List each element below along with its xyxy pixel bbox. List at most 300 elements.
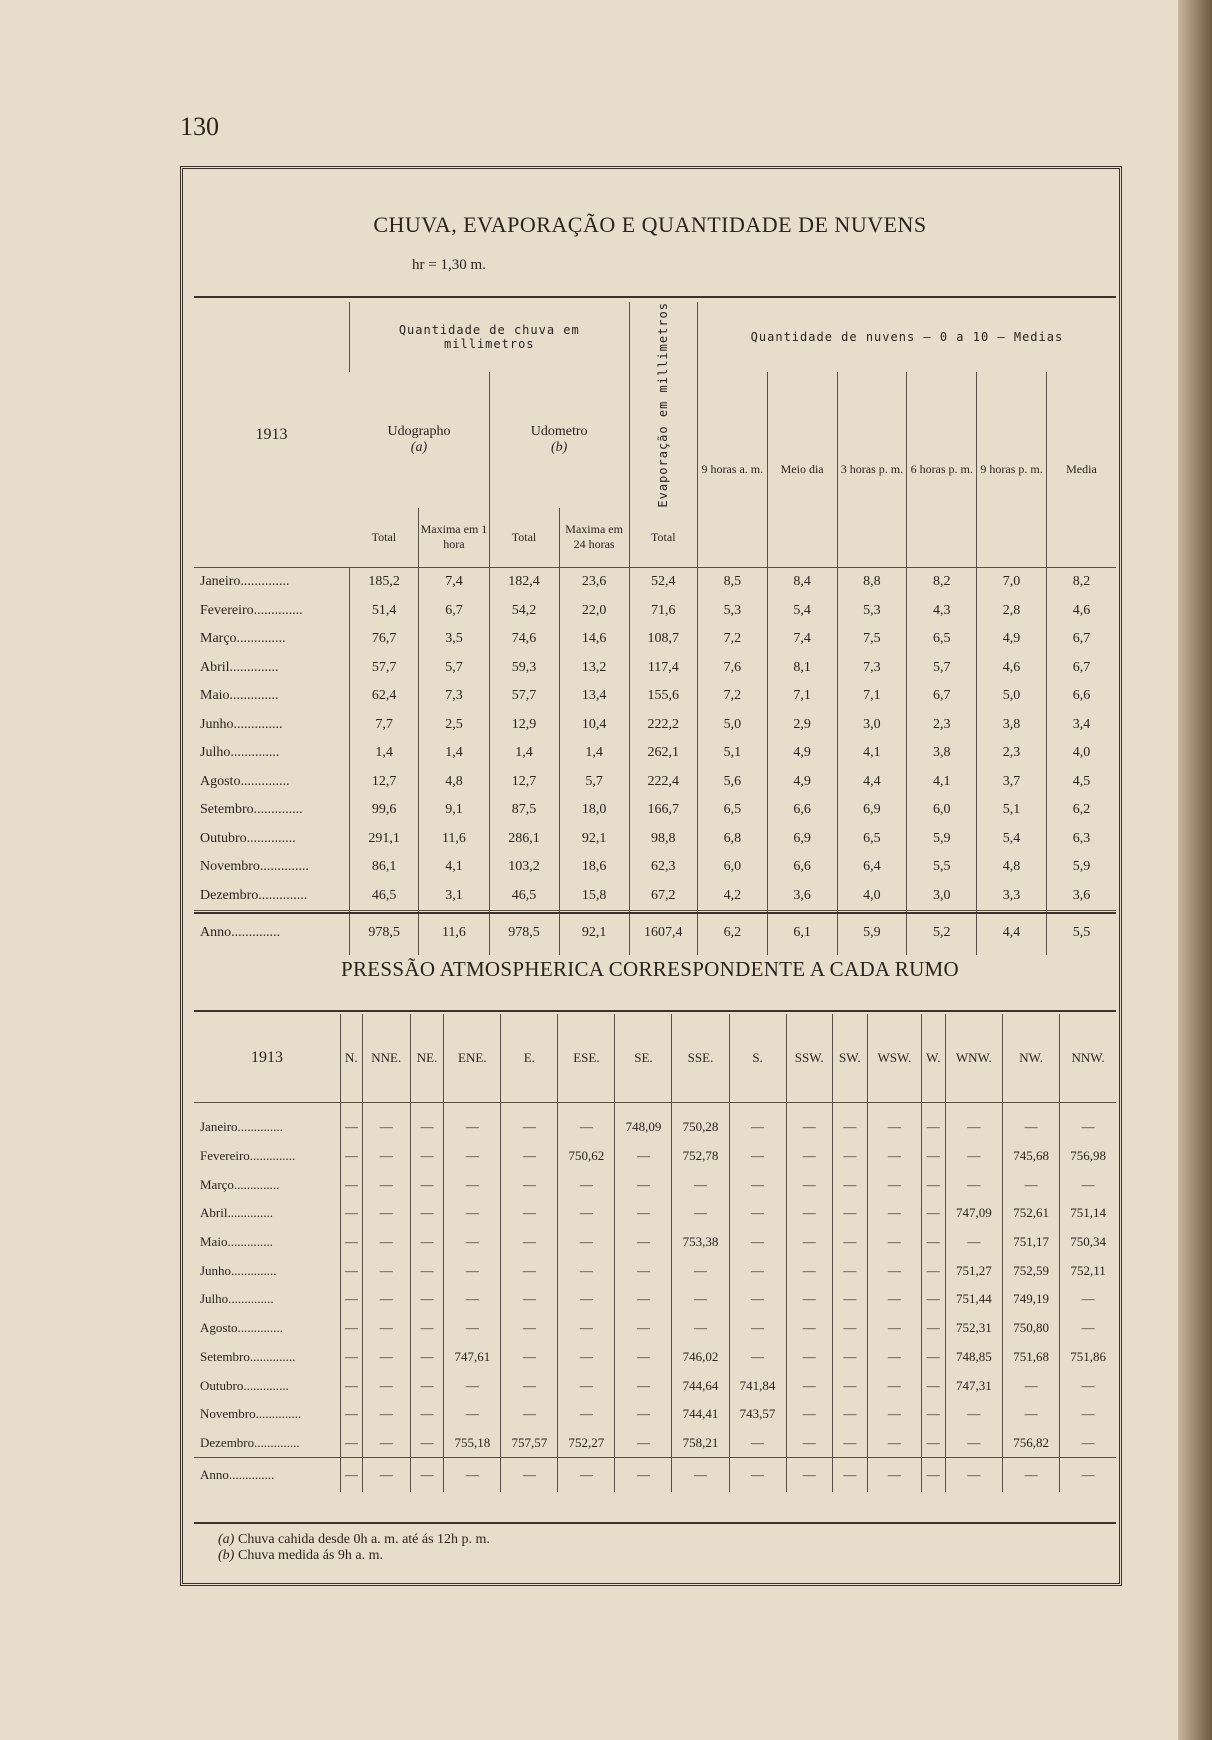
pressure-cell: — bbox=[729, 1228, 786, 1257]
pressure-cell: — bbox=[1060, 1170, 1116, 1199]
direction-header: SW. bbox=[832, 1014, 867, 1103]
pressure-cell: — bbox=[729, 1429, 786, 1458]
pressure-cell: — bbox=[832, 1400, 867, 1429]
pressure-cell: — bbox=[867, 1400, 921, 1429]
value-cell: 7,4 bbox=[419, 568, 489, 597]
pressure-cell: — bbox=[615, 1400, 672, 1429]
udometro-label: Udometro bbox=[530, 423, 588, 439]
table-row bbox=[194, 853, 1116, 882]
value-cell: 99,6 bbox=[349, 796, 418, 825]
value-cell: 9,1 bbox=[419, 796, 489, 825]
pressure-cell: — bbox=[832, 1199, 867, 1228]
table-row bbox=[194, 1314, 1116, 1343]
pressure-cell: — bbox=[362, 1228, 410, 1257]
value-cell: 10,4 bbox=[559, 711, 629, 740]
pressure-cell: — bbox=[410, 1429, 444, 1458]
pressure-cell: — bbox=[786, 1142, 832, 1171]
value-cell: 4,4 bbox=[977, 911, 1047, 956]
value-cell: 5,9 bbox=[907, 825, 977, 854]
value-cell: 5,3 bbox=[697, 597, 767, 626]
pressure-cell: — bbox=[945, 1170, 1002, 1199]
value-cell: 15,8 bbox=[559, 882, 629, 911]
page-edge-shadow bbox=[1178, 0, 1212, 1740]
pressure-cell: — bbox=[832, 1343, 867, 1372]
direction-header: ESE. bbox=[558, 1014, 615, 1103]
pressure-cell: — bbox=[444, 1103, 501, 1142]
value-cell: 98,8 bbox=[629, 825, 697, 854]
value-cell: 3,1 bbox=[419, 882, 489, 911]
pressure-cell: — bbox=[362, 1103, 410, 1142]
value-cell: 7,2 bbox=[697, 682, 767, 711]
value-cell: 108,7 bbox=[629, 625, 697, 654]
value-cell: 6,0 bbox=[907, 796, 977, 825]
value-cell: 57,7 bbox=[349, 654, 418, 683]
month-label: Setembro.............. bbox=[200, 1348, 296, 1364]
pressure-cell: — bbox=[867, 1256, 921, 1285]
pressure-cell: — bbox=[1003, 1458, 1060, 1493]
pressure-cell: 752,61 bbox=[1003, 1199, 1060, 1228]
value-cell: 7,0 bbox=[977, 568, 1047, 597]
pressure-cell: — bbox=[362, 1343, 410, 1372]
value-cell: 5,9 bbox=[1046, 853, 1116, 882]
value-cell: 4,8 bbox=[977, 853, 1047, 882]
value-cell: 62,4 bbox=[349, 682, 418, 711]
udometro-max-header: Maxima em 24 horas bbox=[559, 508, 629, 568]
value-cell: 3,6 bbox=[767, 882, 837, 911]
pressure-cell: — bbox=[558, 1343, 615, 1372]
pressure-cell: — bbox=[729, 1343, 786, 1372]
pressure-cell: — bbox=[832, 1285, 867, 1314]
pressure-cell: 741,84 bbox=[729, 1371, 786, 1400]
pressure-cell: — bbox=[1060, 1371, 1116, 1400]
evaporation-total-header: Total bbox=[629, 508, 697, 568]
value-cell: 12,7 bbox=[349, 768, 418, 797]
pressure-cell: 750,80 bbox=[1003, 1314, 1060, 1343]
pressure-cell: — bbox=[729, 1458, 786, 1493]
pressure-cell: — bbox=[832, 1314, 867, 1343]
pressure-cell: — bbox=[558, 1314, 615, 1343]
pressure-cell: — bbox=[729, 1142, 786, 1171]
pressure-cell: — bbox=[786, 1199, 832, 1228]
pressure-cell: — bbox=[786, 1228, 832, 1257]
value-cell: 7,7 bbox=[349, 711, 418, 740]
value-cell: 23,6 bbox=[559, 568, 629, 597]
pressure-cell: — bbox=[786, 1285, 832, 1314]
pressure-cell: — bbox=[341, 1103, 363, 1142]
evaporation-header: Evaporação em millimetros bbox=[629, 302, 697, 508]
value-cell: 155,6 bbox=[629, 682, 697, 711]
value-cell: 8,4 bbox=[767, 568, 837, 597]
pressure-cell: — bbox=[341, 1314, 363, 1343]
value-cell: 6,5 bbox=[907, 625, 977, 654]
pressure-cell: 752,59 bbox=[1003, 1256, 1060, 1285]
pressure-title-divider bbox=[194, 1010, 1116, 1012]
value-cell: 4,6 bbox=[977, 654, 1047, 683]
pressure-cell: — bbox=[362, 1371, 410, 1400]
value-cell: 6,7 bbox=[1046, 654, 1116, 683]
pressure-cell: 747,61 bbox=[444, 1343, 501, 1372]
value-cell: 7,1 bbox=[837, 682, 907, 711]
month-label: Março.............. bbox=[200, 1176, 280, 1192]
pressure-cell: — bbox=[444, 1314, 501, 1343]
value-cell: 4,9 bbox=[767, 768, 837, 797]
title-divider bbox=[194, 296, 1116, 298]
direction-header: SE. bbox=[615, 1014, 672, 1103]
pressure-cell: — bbox=[921, 1142, 945, 1171]
pressure-cell: — bbox=[558, 1458, 615, 1493]
value-cell: 5,3 bbox=[837, 597, 907, 626]
pressure-cell: — bbox=[501, 1199, 558, 1228]
value-cell: 18,0 bbox=[559, 796, 629, 825]
value-cell: 3,8 bbox=[907, 739, 977, 768]
pressure-cell: 752,78 bbox=[672, 1142, 729, 1171]
value-cell: 8,2 bbox=[1046, 568, 1116, 597]
month-label: Outubro.............. bbox=[200, 1377, 289, 1393]
pressure-cell: — bbox=[341, 1285, 363, 1314]
pressure-cell: — bbox=[867, 1343, 921, 1372]
value-cell: 11,6 bbox=[419, 911, 489, 956]
pressure-cell: — bbox=[410, 1103, 444, 1142]
pressure-cell: — bbox=[945, 1400, 1002, 1429]
value-cell: 6,7 bbox=[907, 682, 977, 711]
rain-table-title: CHUVA, EVAPORAÇÃO E QUANTIDADE DE NUVENS bbox=[373, 212, 927, 237]
pressure-cell: — bbox=[410, 1285, 444, 1314]
value-cell: 8,5 bbox=[697, 568, 767, 597]
footnote-b-text: Chuva medida ás 9h a. m. bbox=[238, 1548, 384, 1563]
month-label: Fevereiro.............. bbox=[200, 1148, 296, 1164]
udometro-ref: (b) bbox=[550, 439, 568, 455]
pressure-cell: 744,41 bbox=[672, 1400, 729, 1429]
pressure-cell: — bbox=[558, 1400, 615, 1429]
value-cell: 3,6 bbox=[1046, 882, 1116, 911]
pressure-cell: — bbox=[786, 1371, 832, 1400]
pressure-cell: — bbox=[444, 1400, 501, 1429]
value-cell: 2,3 bbox=[977, 739, 1047, 768]
pressure-cell: 751,27 bbox=[945, 1256, 1002, 1285]
value-cell: 4,9 bbox=[767, 739, 837, 768]
value-cell: 4,1 bbox=[837, 739, 907, 768]
value-cell: 51,4 bbox=[349, 597, 418, 626]
value-cell: 4,1 bbox=[419, 853, 489, 882]
month-label: Anno.............. bbox=[200, 925, 281, 941]
value-cell: 54,2 bbox=[489, 597, 559, 626]
value-cell: 2,9 bbox=[767, 711, 837, 740]
pressure-cell: 758,21 bbox=[672, 1429, 729, 1458]
pressure-cell: — bbox=[921, 1371, 945, 1400]
pressure-cell: 748,85 bbox=[945, 1343, 1002, 1372]
table-row bbox=[194, 1400, 1116, 1429]
pressure-cell: — bbox=[501, 1371, 558, 1400]
footnote-a bbox=[218, 1532, 490, 1548]
direction-header: S. bbox=[729, 1014, 786, 1103]
value-cell: 92,1 bbox=[559, 825, 629, 854]
pressure-cell: — bbox=[1060, 1458, 1116, 1493]
pressure-cell: — bbox=[615, 1228, 672, 1257]
value-cell: 3,4 bbox=[1046, 711, 1116, 740]
pressure-table-title: PRESSÃO ATMOSPHERICA CORRESPONDENTE A CADA RUMO bbox=[341, 957, 959, 981]
rain-evaporation-clouds-table bbox=[194, 302, 1116, 955]
pressure-cell: — bbox=[362, 1170, 410, 1199]
pressure-cell: 751,86 bbox=[1060, 1343, 1116, 1372]
table-row bbox=[194, 711, 1116, 740]
month-label: Junho.............. bbox=[200, 1262, 277, 1278]
value-cell: 5,2 bbox=[907, 911, 977, 956]
value-cell: 52,4 bbox=[629, 568, 697, 597]
value-cell: 3,0 bbox=[837, 711, 907, 740]
pressure-cell: — bbox=[921, 1103, 945, 1142]
pressure-cell: — bbox=[362, 1400, 410, 1429]
pressure-cell: — bbox=[410, 1371, 444, 1400]
pressure-cell: — bbox=[501, 1343, 558, 1372]
pressure-cell: — bbox=[444, 1199, 501, 1228]
pressure-cell: — bbox=[945, 1142, 1002, 1171]
value-cell: 4,0 bbox=[837, 882, 907, 911]
pressure-cell: — bbox=[615, 1285, 672, 1314]
pressure-cell: — bbox=[558, 1371, 615, 1400]
pressure-cell: — bbox=[786, 1458, 832, 1493]
month-label: Dezembro.............. bbox=[200, 1434, 300, 1450]
pressure-cell: 743,57 bbox=[729, 1400, 786, 1429]
pressure-cell: — bbox=[341, 1199, 363, 1228]
pressure-cell: — bbox=[867, 1314, 921, 1343]
cloud-col-9am: 9 horas a. m. bbox=[697, 372, 767, 568]
value-cell: 4,9 bbox=[977, 625, 1047, 654]
direction-header: NE. bbox=[410, 1014, 444, 1103]
value-cell: 5,5 bbox=[1046, 911, 1116, 956]
pressure-cell: — bbox=[921, 1199, 945, 1228]
value-cell: 87,5 bbox=[489, 796, 559, 825]
pressure-cell: 751,14 bbox=[1060, 1199, 1116, 1228]
pressure-cell: — bbox=[501, 1285, 558, 1314]
pressure-cell: — bbox=[921, 1285, 945, 1314]
value-cell: 4,3 bbox=[907, 597, 977, 626]
footnote-a-ref: (a) bbox=[218, 1532, 235, 1547]
pressure-cell: 753,38 bbox=[672, 1228, 729, 1257]
direction-header: ENE. bbox=[444, 1014, 501, 1103]
pressure-cell: — bbox=[1003, 1170, 1060, 1199]
pressure-cell: 751,44 bbox=[945, 1285, 1002, 1314]
pressure-cell: — bbox=[362, 1314, 410, 1343]
value-cell: 13,2 bbox=[559, 654, 629, 683]
value-cell: 6,7 bbox=[419, 597, 489, 626]
cloud-col-media: Media bbox=[1046, 372, 1116, 568]
pressure-cell: — bbox=[672, 1256, 729, 1285]
value-cell: 6,2 bbox=[1046, 796, 1116, 825]
footnote-b bbox=[218, 1548, 490, 1564]
value-cell: 262,1 bbox=[629, 739, 697, 768]
table-row bbox=[194, 1429, 1116, 1458]
pressure-cell: — bbox=[832, 1371, 867, 1400]
value-cell: 182,4 bbox=[489, 568, 559, 597]
value-cell: 6,7 bbox=[1046, 625, 1116, 654]
pressure-cell: — bbox=[921, 1458, 945, 1493]
value-cell: 5,4 bbox=[767, 597, 837, 626]
value-cell: 7,4 bbox=[767, 625, 837, 654]
value-cell: 5,7 bbox=[419, 654, 489, 683]
month-label: Outubro.............. bbox=[200, 830, 296, 846]
table-row bbox=[194, 1285, 1116, 1314]
pressure-cell: — bbox=[341, 1400, 363, 1429]
pressure-cell: — bbox=[558, 1285, 615, 1314]
value-cell: 57,7 bbox=[489, 682, 559, 711]
footnote-b-ref: (b) bbox=[218, 1548, 235, 1563]
pressure-cell: — bbox=[362, 1458, 410, 1493]
value-cell: 4,6 bbox=[1046, 597, 1116, 626]
value-cell: 6,9 bbox=[767, 825, 837, 854]
pressure-cell: — bbox=[921, 1228, 945, 1257]
month-label: Agosto.............. bbox=[200, 1320, 284, 1336]
value-cell: 7,3 bbox=[837, 654, 907, 683]
value-cell: 67,2 bbox=[629, 882, 697, 911]
value-cell: 4,2 bbox=[697, 882, 767, 911]
pressure-cell: — bbox=[786, 1429, 832, 1458]
value-cell: 3,5 bbox=[419, 625, 489, 654]
pressure-cell: 750,28 bbox=[672, 1103, 729, 1142]
pressure-cell: — bbox=[501, 1400, 558, 1429]
month-label: Maio.............. bbox=[200, 688, 279, 704]
month-label: Maio.............. bbox=[200, 1234, 273, 1250]
pressure-cell: — bbox=[362, 1429, 410, 1458]
value-cell: 978,5 bbox=[349, 911, 418, 956]
pressure-cell: 757,57 bbox=[501, 1429, 558, 1458]
pressure-cell: — bbox=[362, 1256, 410, 1285]
value-cell: 7,6 bbox=[697, 654, 767, 683]
pressure-cell: — bbox=[615, 1371, 672, 1400]
table-row bbox=[194, 625, 1116, 654]
udometro-header bbox=[489, 372, 629, 508]
pressure-cell: — bbox=[921, 1400, 945, 1429]
pressure-cell: — bbox=[729, 1199, 786, 1228]
pressure-cell: — bbox=[410, 1343, 444, 1372]
udometro-total-header: Total bbox=[489, 508, 559, 568]
value-cell: 185,2 bbox=[349, 568, 418, 597]
pressure-cell: 749,19 bbox=[1003, 1285, 1060, 1314]
pressure-cell: — bbox=[615, 1429, 672, 1458]
pressure-cell: — bbox=[558, 1256, 615, 1285]
pressure-cell: — bbox=[444, 1256, 501, 1285]
value-cell: 76,7 bbox=[349, 625, 418, 654]
pressure-cell: — bbox=[729, 1256, 786, 1285]
table-row bbox=[194, 1343, 1116, 1372]
pressure-cell: — bbox=[501, 1256, 558, 1285]
pressure-cell: — bbox=[558, 1228, 615, 1257]
pressure-cell: — bbox=[1060, 1400, 1116, 1429]
direction-header: W. bbox=[921, 1014, 945, 1103]
pressure-cell: — bbox=[501, 1103, 558, 1142]
pressure-cell: 747,31 bbox=[945, 1371, 1002, 1400]
value-cell: 18,6 bbox=[559, 853, 629, 882]
pressure-cell: — bbox=[921, 1429, 945, 1458]
year-header: 1913 bbox=[255, 425, 288, 443]
pressure-cell: — bbox=[341, 1371, 363, 1400]
pressure-cell: — bbox=[501, 1142, 558, 1171]
month-label: Março.............. bbox=[200, 631, 286, 647]
value-cell: 103,2 bbox=[489, 853, 559, 882]
value-cell: 5,9 bbox=[837, 911, 907, 956]
value-cell: 6,6 bbox=[1046, 682, 1116, 711]
value-cell: 92,1 bbox=[559, 911, 629, 956]
cloud-col-noon: Meio dia bbox=[767, 372, 837, 568]
table-row bbox=[194, 768, 1116, 797]
pressure-cell: — bbox=[832, 1170, 867, 1199]
table-row bbox=[194, 568, 1116, 597]
value-cell: 6,6 bbox=[767, 853, 837, 882]
pressure-cell: 744,64 bbox=[672, 1371, 729, 1400]
value-cell: 59,3 bbox=[489, 654, 559, 683]
pressure-cell: — bbox=[786, 1343, 832, 1372]
pressure-cell: — bbox=[832, 1256, 867, 1285]
value-cell: 6,8 bbox=[697, 825, 767, 854]
value-cell: 6,1 bbox=[767, 911, 837, 956]
month-label: Novembro.............. bbox=[200, 1406, 302, 1422]
value-cell: 6,5 bbox=[697, 796, 767, 825]
pressure-cell: — bbox=[341, 1170, 363, 1199]
pressure-cell: — bbox=[410, 1400, 444, 1429]
pressure-cell: — bbox=[832, 1458, 867, 1493]
pressure-cell: — bbox=[945, 1458, 1002, 1493]
value-cell: 291,1 bbox=[349, 825, 418, 854]
pressure-cell: — bbox=[558, 1199, 615, 1228]
direction-header: NNE. bbox=[362, 1014, 410, 1103]
table-row bbox=[194, 1199, 1116, 1228]
pressure-cell: — bbox=[672, 1170, 729, 1199]
pressure-cell: — bbox=[921, 1256, 945, 1285]
pressure-cell: 750,62 bbox=[558, 1142, 615, 1171]
value-cell: 8,8 bbox=[837, 568, 907, 597]
value-cell: 3,3 bbox=[977, 882, 1047, 911]
table-row bbox=[194, 1228, 1116, 1257]
pressure-cell: — bbox=[867, 1228, 921, 1257]
value-cell: 8,2 bbox=[907, 568, 977, 597]
month-label: Abril.............. bbox=[200, 659, 279, 675]
pressure-cell: — bbox=[362, 1142, 410, 1171]
value-cell: 222,4 bbox=[629, 768, 697, 797]
pressure-cell: — bbox=[867, 1103, 921, 1142]
pressure-cell: — bbox=[341, 1228, 363, 1257]
month-label: Fevereiro.............. bbox=[200, 602, 303, 618]
pressure-cell: — bbox=[1003, 1400, 1060, 1429]
pressure-cell: — bbox=[867, 1142, 921, 1171]
value-cell: 3,7 bbox=[977, 768, 1047, 797]
pressure-cell: — bbox=[444, 1285, 501, 1314]
pressure-cell: — bbox=[832, 1142, 867, 1171]
direction-header: NW. bbox=[1003, 1014, 1060, 1103]
pressure-cell: — bbox=[615, 1170, 672, 1199]
value-cell: 6,2 bbox=[697, 911, 767, 956]
pressure-cell: — bbox=[672, 1199, 729, 1228]
pressure-cell: — bbox=[867, 1199, 921, 1228]
udographo-label: Udographo bbox=[387, 423, 451, 439]
month-label: Julho.............. bbox=[200, 745, 280, 761]
value-cell: 1,4 bbox=[489, 739, 559, 768]
table-row bbox=[194, 739, 1116, 768]
clouds-group-header: Quantidade de nuvens — 0 a 10 — Medias bbox=[697, 302, 1116, 372]
table-row bbox=[194, 882, 1116, 911]
pressure-cell: — bbox=[410, 1142, 444, 1171]
pressure-cell: — bbox=[615, 1458, 672, 1493]
month-label: Agosto.............. bbox=[200, 773, 290, 789]
pressure-cell: — bbox=[410, 1199, 444, 1228]
value-cell: 5,7 bbox=[559, 768, 629, 797]
value-cell: 12,7 bbox=[489, 768, 559, 797]
pressure-cell: 751,68 bbox=[1003, 1343, 1060, 1372]
pressure-cell: — bbox=[410, 1256, 444, 1285]
notes-divider bbox=[194, 1522, 1116, 1524]
value-cell: 6,9 bbox=[837, 796, 907, 825]
cloud-col-6pm: 6 horas p. m. bbox=[907, 372, 977, 568]
value-cell: 22,0 bbox=[559, 597, 629, 626]
value-cell: 71,6 bbox=[629, 597, 697, 626]
